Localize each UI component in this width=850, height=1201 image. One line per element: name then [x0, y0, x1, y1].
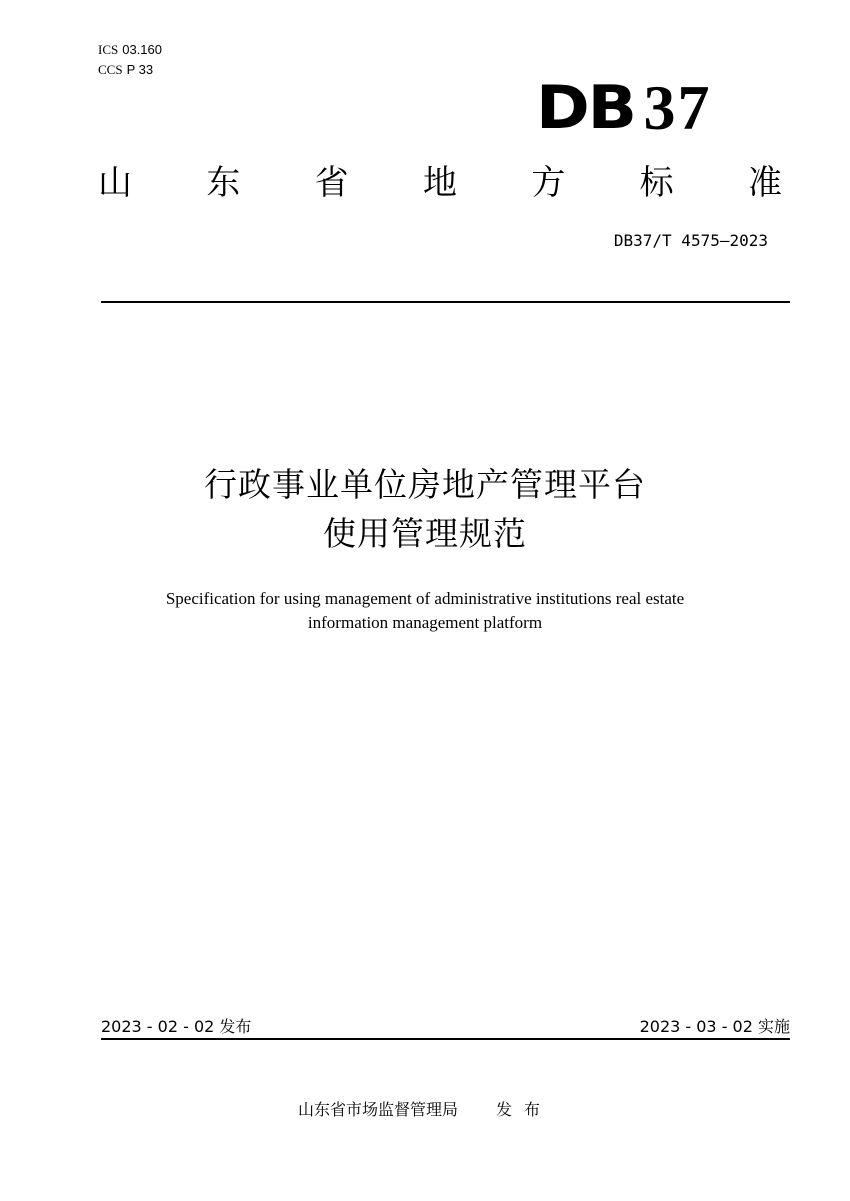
standard-type-char: 标 [639, 163, 674, 203]
footer-rule [101, 1038, 790, 1040]
ccs-label: CCS [98, 62, 123, 77]
publisher [0, 1098, 850, 1122]
publisher-name: 山东省市场监督管理局 [297, 1100, 458, 1119]
ccs-line [98, 60, 162, 80]
ics-label: ICS [98, 42, 119, 57]
logo-number: 37 [643, 72, 712, 143]
classification-block [98, 40, 162, 80]
ccs-code: P 33 [126, 62, 154, 77]
standard-type-char: 省 [314, 163, 349, 203]
implement-date: 2023 - 03 - 02 实施 [639, 1017, 790, 1036]
standard-type-char: 方 [531, 163, 566, 203]
issue-date: 2023 - 02 - 02 发布 [101, 1017, 252, 1036]
standard-type-char: 地 [422, 163, 457, 203]
standard-type-char: 东 [206, 163, 241, 203]
standard-number: DB37/T 4575—2023 [613, 231, 768, 250]
ics-code: 03.160 [122, 42, 162, 57]
standard-type-char: 山 [98, 163, 132, 203]
header-rule [101, 301, 790, 303]
title-cn-line1: 行政事业单位房地产管理平台 [204, 465, 646, 504]
publisher-verb: 发布 [496, 1100, 553, 1119]
standard-type-char: 准 [747, 163, 782, 203]
logo-letters: DB [536, 73, 635, 143]
db-logo [536, 68, 712, 143]
title-cn-line2: 使用管理规范 [323, 514, 527, 553]
title-en-line2: information management platform [307, 613, 543, 632]
standard-type-title [98, 160, 782, 206]
ics-line [98, 40, 162, 60]
title-en-line1: Specification for using management of administrative institutions real estate [165, 589, 685, 608]
